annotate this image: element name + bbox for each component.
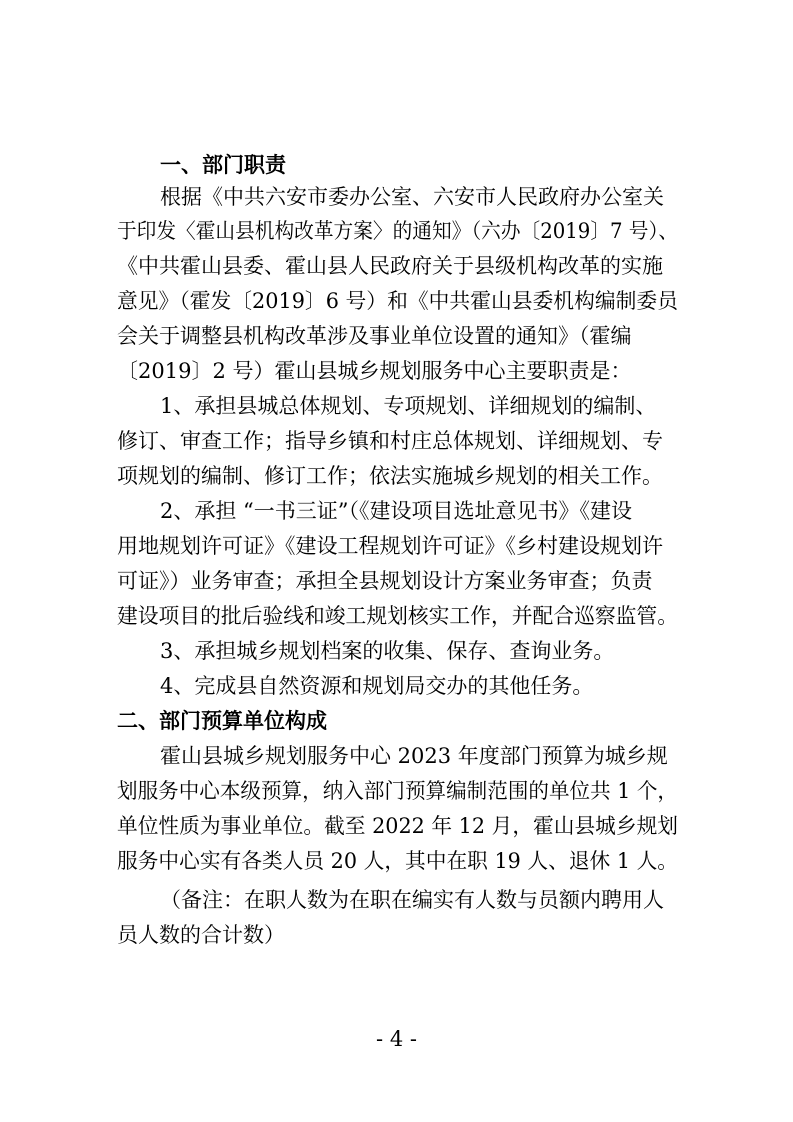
list-item-2-line: 用地规划许可证》《建设工程规划许可证》《乡村建设规划许 [117,534,663,558]
paragraph-line: 意见》（霍发〔2019〕6 号）和《中共霍山县委机构编制委员 [117,289,678,313]
list-item-2-line: 可证》）业务审查；承担全县规划设计方案业务审查；负责 [117,569,653,593]
list-item-2-line: 建设项目的批后验线和竣工规划核实工作，并配合巡察监管。 [117,604,678,628]
page-number: - 4 - [376,1027,417,1051]
list-item-2-line: 2、承担 “一书三证”（《建设项目选址意见书》《建设 [160,499,633,523]
list-item-1-line: 1、承担县城总体规划、专项规划、详细规划的编制、 [160,394,657,418]
paragraph-line: 《中共霍山县委、霍山县人民政府关于县级机构改革的实施 [117,254,663,278]
paragraph-line: 〔2019〕2 号）霍山县城乡规划服务中心主要职责是： [117,359,632,383]
list-item-3: 3、承担城乡规划档案的收集、保存、查询业务。 [160,639,615,663]
list-item-1-line: 修订、审查工作；指导乡镇和村庄总体规划、详细规划、专 [117,429,663,453]
list-item-1-line: 项规划的编制、修订工作；依法实施城乡规划的相关工作。 [117,464,663,488]
section-heading-2: 二、部门预算单位构成 [117,709,327,733]
paragraph-line: 会关于调整县机构改革涉及事业单位设置的通知》（霍编 [117,324,632,348]
paragraph-line: 划服务中心本级预算，纳入部门预算编制范围的单位共 1 个， [117,779,678,803]
section-heading-1: 一、部门职责 [160,153,286,177]
paragraph-line: 单位性质为事业单位。截至 2022 年 12 月，霍山县城乡规划 [117,814,679,838]
paragraph-line: 根据《中共六安市委办公室、六安市人民政府办公室关 [160,185,664,209]
paragraph-line: 霍山县城乡规划服务中心 2023 年度部门预算为城乡规 [160,744,668,768]
paragraph-line: 服务中心实有各类人员 20 人，其中在职 19 人、退休 1 人。 [117,849,679,873]
note-line: （备注：在职人数为在职在编实有人数与员额内聘用人 [160,888,664,912]
paragraph-line: 于印发〈霍山县机构改革方案〉的通知》（六办〔2019〕7 号）、 [117,219,679,243]
list-item-4: 4、完成县自然资源和规划局交办的其他任务。 [160,674,594,698]
note-line: 员人数的合计数） [117,923,285,947]
